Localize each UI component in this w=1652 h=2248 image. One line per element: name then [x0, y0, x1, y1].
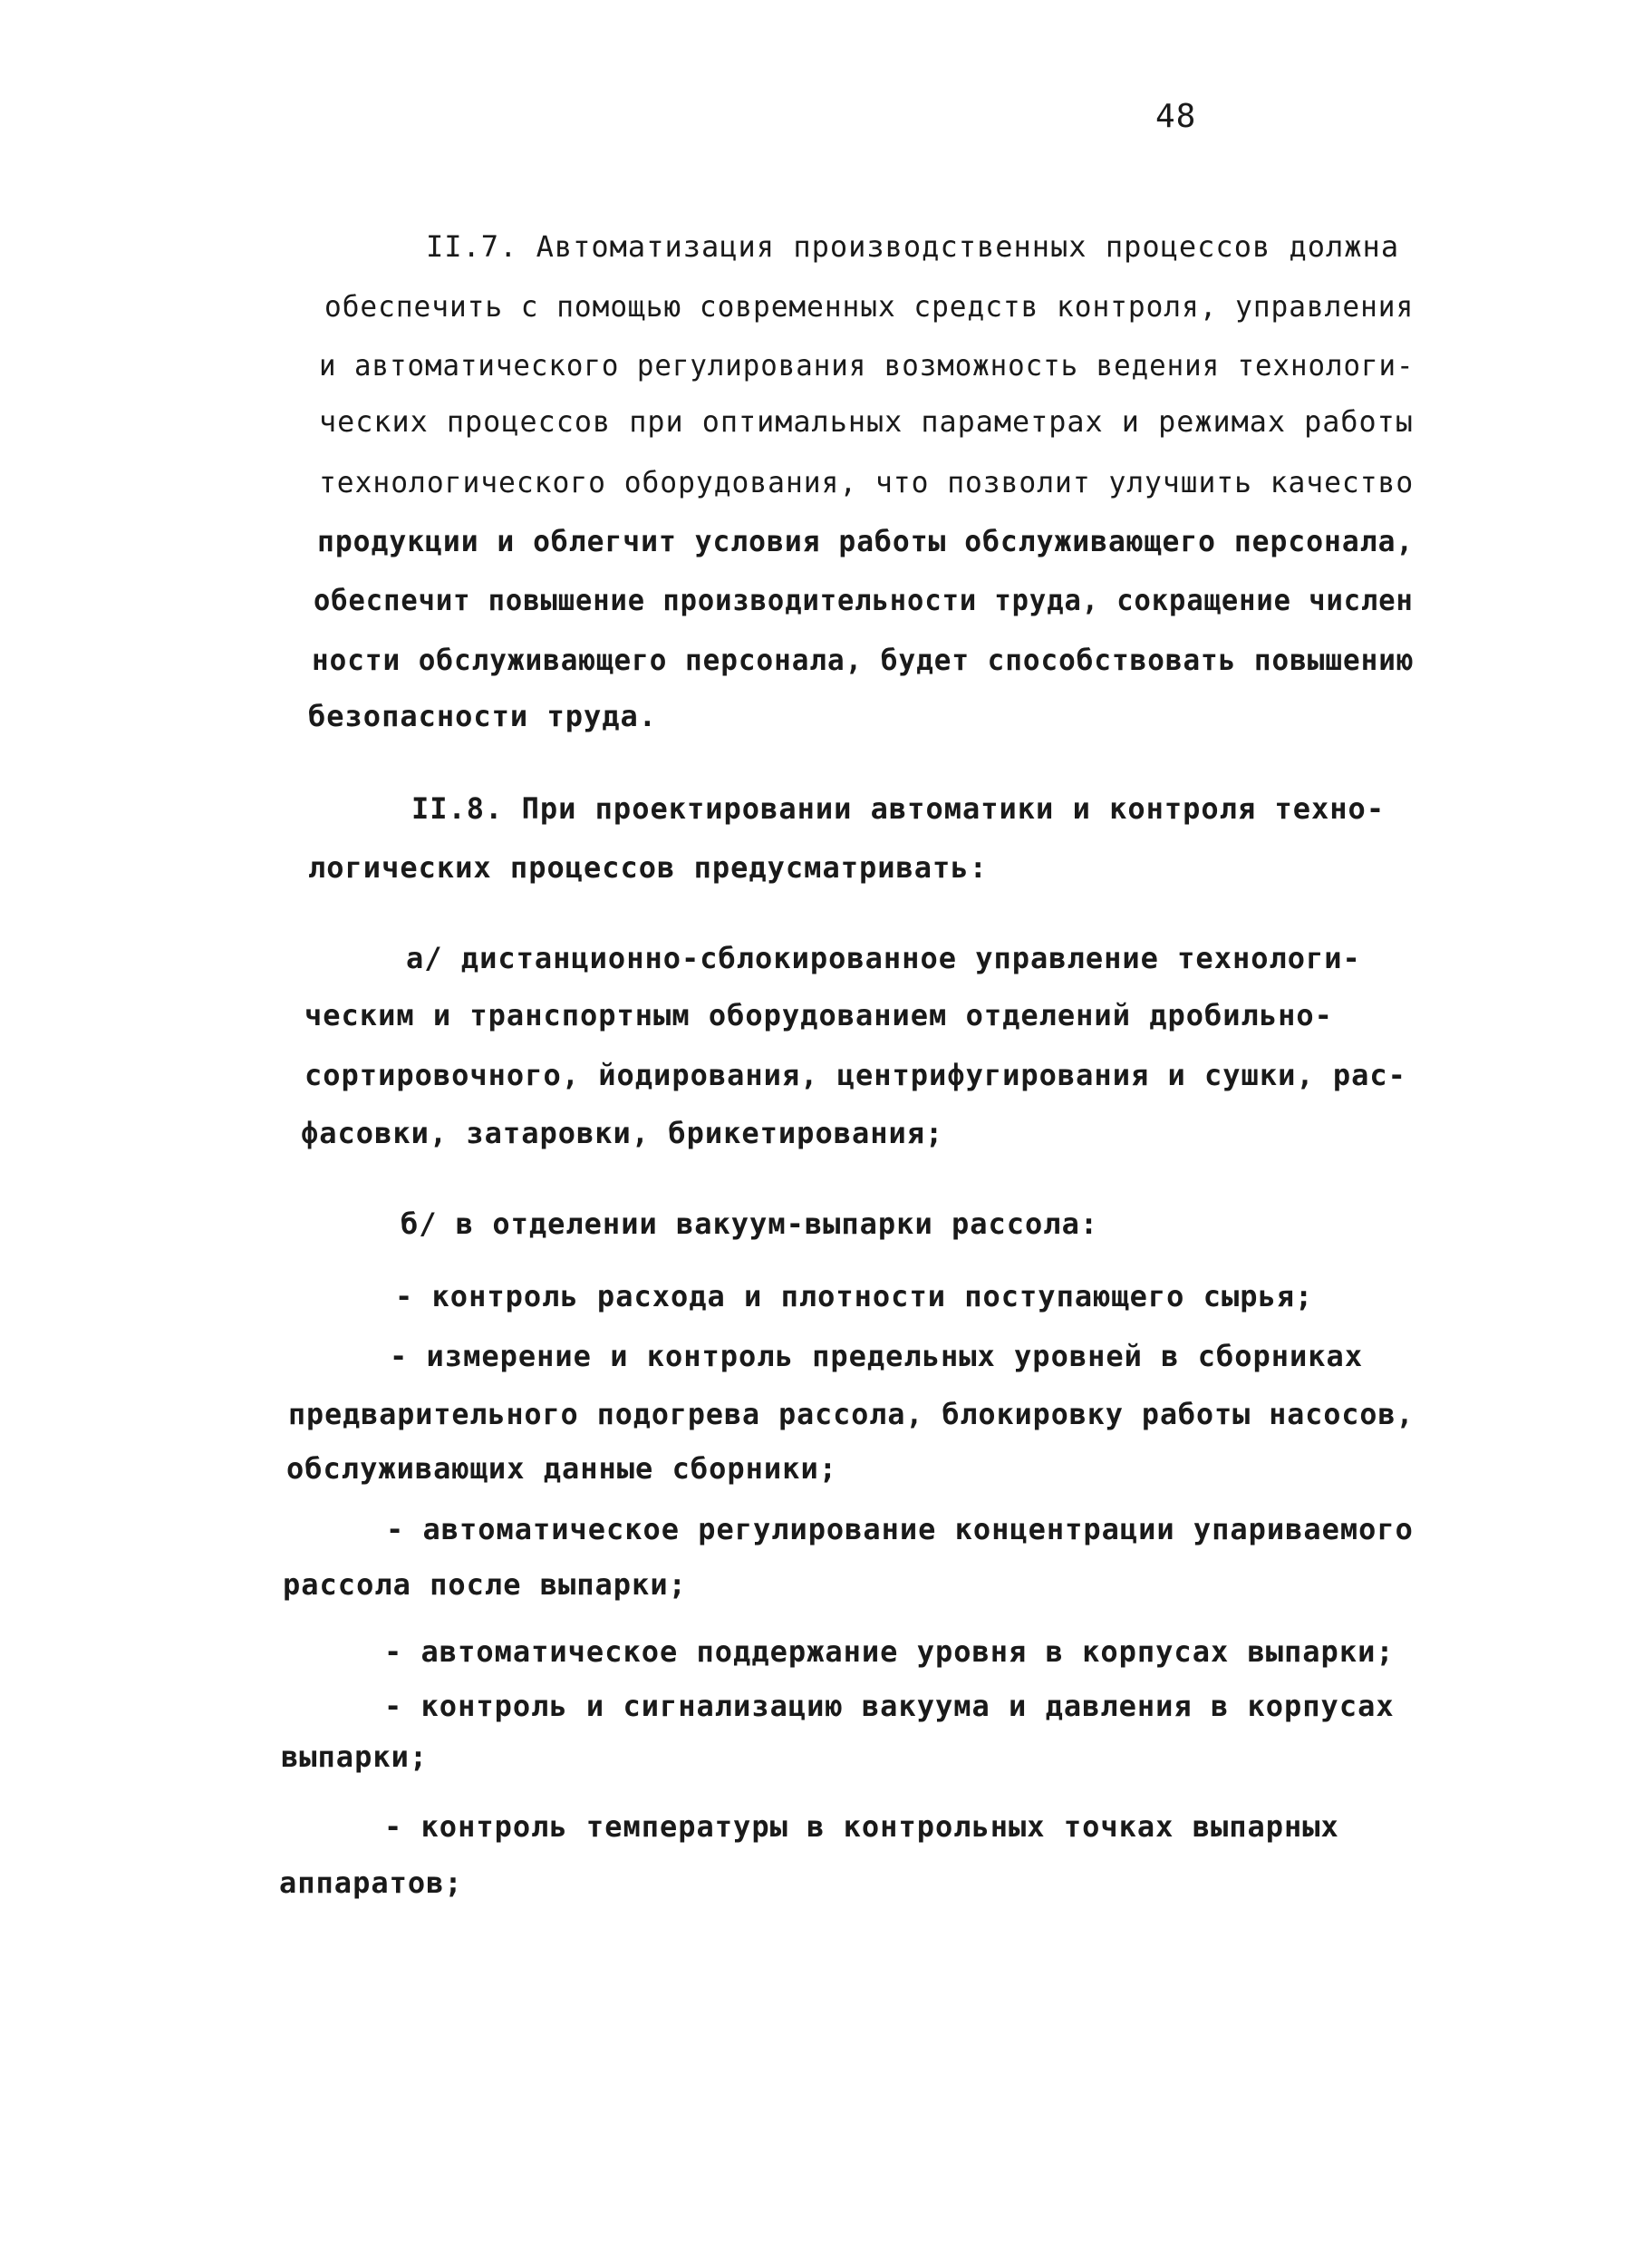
text-line: обеспечит повышение производительности труда, сокращение числен [314, 583, 1414, 617]
text-line: II.8. При проектировании автоматики и контроля техно- [411, 791, 1386, 826]
text-line: - контроль расхода и плотности поступающего сырья; [395, 1279, 1314, 1313]
text-line: - автоматическое регулирование концентрации упариваемого [386, 1512, 1414, 1546]
text-line: технологического оборудования, что позволит улучшить качество [319, 465, 1415, 499]
text-line: а/ дистанционно-сблокированное управление технологи- [406, 941, 1361, 975]
text-line: - измерение и контроль предельных уровней в сборниках [390, 1339, 1364, 1373]
text-line: и автоматического регулирования возможность ведения технологи- [319, 348, 1415, 383]
text-line: безопасности труда. [308, 699, 658, 733]
text-line: обеспечить с помощью современных средств контроля, управления [324, 289, 1415, 324]
text-line: ческим и транспортным оборудованием отделений дробильно- [304, 998, 1333, 1032]
text-line: - автоматическое поддержание уровня в корпусах выпарки; [384, 1634, 1395, 1669]
text-line: ческих процессов при оптимальных параметрах и режимах работы [319, 404, 1414, 439]
text-line: сортировочного, йодирования, центрифугирования и сушки, рас- [304, 1058, 1406, 1092]
text-line: обслуживающих данные сборники; [286, 1451, 837, 1486]
text-line: II.7. Автоматизация производственных процессов должна [426, 229, 1400, 264]
text-line: аппаратов; [279, 1865, 463, 1900]
text-line: предварительного подогрева рассола, блокировку работы насосов, [288, 1397, 1415, 1431]
text-line: продукции и облегчит условия работы обслуживающего персонала, [317, 524, 1415, 558]
list-heading: б/ в отделении вакуум-выпарки рассола: [401, 1206, 1099, 1241]
page-number: 48 [1155, 98, 1197, 135]
text-line: ности обслуживающего персонала, будет способствовать повышению [312, 643, 1415, 677]
text-line: выпарки; [281, 1739, 429, 1774]
text-line: рассола после выпарки; [283, 1567, 687, 1602]
text-line: - контроль и сигнализацию вакуума и давления в корпусах [384, 1689, 1395, 1723]
text-line: логических процессов предусматривать: [308, 850, 988, 885]
text-line: - контроль температуры в контрольных точках выпарных [384, 1809, 1339, 1844]
text-line: фасовки, затаровки, брикетирования; [301, 1116, 944, 1150]
